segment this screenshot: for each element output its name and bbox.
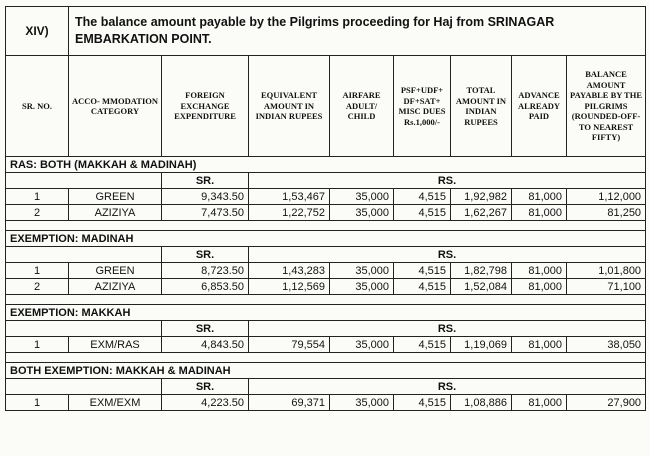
cell-forex: 4,223.50 bbox=[162, 395, 249, 411]
section-title: RAS: BOTH (MAKKAH & MADINAH) bbox=[6, 157, 646, 173]
section-title: BOTH EXEMPTION: MAKKAH & MADINAH bbox=[6, 363, 646, 379]
column-header-row bbox=[6, 56, 646, 157]
cell-advance: 81,000 bbox=[512, 279, 567, 295]
cell-balance: 81,250 bbox=[567, 205, 646, 221]
unit-sr: SR. bbox=[162, 247, 249, 263]
cell-inr: 1,43,283 bbox=[249, 263, 330, 279]
header-category: ACCO- MMODATION CATEGORY bbox=[69, 56, 162, 157]
cell-balance: 71,100 bbox=[567, 279, 646, 295]
cell-psf: 4,515 bbox=[394, 189, 451, 205]
header-psf: PSF+UDF+ DF+SAT+ MISC DUES Rs.1,000/- bbox=[394, 56, 451, 157]
cell-category: AZIZIYA bbox=[69, 205, 162, 221]
cell-psf: 4,515 bbox=[394, 279, 451, 295]
cell-psf: 4,515 bbox=[394, 337, 451, 353]
unit-blank bbox=[6, 321, 162, 337]
cell-airfare: 35,000 bbox=[330, 189, 394, 205]
cell-sr-no: 1 bbox=[6, 263, 69, 279]
unit-sr: SR. bbox=[162, 379, 249, 395]
unit-row bbox=[6, 321, 646, 337]
cell-forex: 6,853.50 bbox=[162, 279, 249, 295]
spacer-cell bbox=[6, 295, 646, 305]
cell-category: EXM/RAS bbox=[69, 337, 162, 353]
unit-sr: SR. bbox=[162, 173, 249, 189]
unit-blank bbox=[6, 247, 162, 263]
unit-rs: RS. bbox=[249, 321, 646, 337]
section-title: EXEMPTION: MAKKAH bbox=[6, 305, 646, 321]
cell-balance: 1,12,000 bbox=[567, 189, 646, 205]
table-row bbox=[6, 189, 646, 205]
unit-row bbox=[6, 173, 646, 189]
cell-inr: 1,12,569 bbox=[249, 279, 330, 295]
cell-sr-no: 2 bbox=[6, 205, 69, 221]
cell-forex: 4,843.50 bbox=[162, 337, 249, 353]
cell-total: 1,52,084 bbox=[451, 279, 512, 295]
cell-sr-no: 1 bbox=[6, 337, 69, 353]
spacer-cell bbox=[6, 221, 646, 231]
cell-sr-no: 2 bbox=[6, 279, 69, 295]
section-title-row bbox=[6, 363, 646, 379]
unit-rs: RS. bbox=[249, 379, 646, 395]
section-title-row bbox=[6, 157, 646, 173]
cell-psf: 4,515 bbox=[394, 263, 451, 279]
cell-category: EXM/EXM bbox=[69, 395, 162, 411]
cell-category: GREEN bbox=[69, 189, 162, 205]
cell-advance: 81,000 bbox=[512, 205, 567, 221]
unit-blank bbox=[6, 173, 162, 189]
section-title-row bbox=[6, 305, 646, 321]
unit-blank bbox=[6, 379, 162, 395]
cell-category: GREEN bbox=[69, 263, 162, 279]
cell-total: 1,08,886 bbox=[451, 395, 512, 411]
cell-sr-no: 1 bbox=[6, 395, 69, 411]
section-spacer bbox=[6, 353, 646, 363]
cell-inr: 79,554 bbox=[249, 337, 330, 353]
header-sr-no: SR. NO. bbox=[6, 56, 69, 157]
header-advance: ADVANCE ALREADY PAID bbox=[512, 56, 567, 157]
cell-psf: 4,515 bbox=[394, 205, 451, 221]
cell-advance: 81,000 bbox=[512, 337, 567, 353]
cell-psf: 4,515 bbox=[394, 395, 451, 411]
cell-inr: 1,22,752 bbox=[249, 205, 330, 221]
table-row bbox=[6, 279, 646, 295]
cell-forex: 9,343.50 bbox=[162, 189, 249, 205]
cell-airfare: 35,000 bbox=[330, 263, 394, 279]
section-number: XIV) bbox=[6, 7, 69, 56]
table-title: The balance amount payable by the Pilgrims proceeding for Haj from SRINAGAR EMBARKATION POINT. bbox=[69, 7, 646, 56]
haj-balance-table bbox=[5, 6, 646, 411]
cell-inr: 1,53,467 bbox=[249, 189, 330, 205]
cell-balance: 27,900 bbox=[567, 395, 646, 411]
unit-rs: RS. bbox=[249, 173, 646, 189]
cell-total: 1,19,069 bbox=[451, 337, 512, 353]
cell-inr: 69,371 bbox=[249, 395, 330, 411]
unit-row bbox=[6, 247, 646, 263]
cell-airfare: 35,000 bbox=[330, 337, 394, 353]
section-title-row bbox=[6, 231, 646, 247]
cell-forex: 8,723.50 bbox=[162, 263, 249, 279]
header-forex: FOREIGN EXCHANGE EXPENDITURE bbox=[162, 56, 249, 157]
cell-advance: 81,000 bbox=[512, 395, 567, 411]
header-total: TOTAL AMOUNT IN INDIAN RUPEES bbox=[451, 56, 512, 157]
cell-airfare: 35,000 bbox=[330, 279, 394, 295]
table-row bbox=[6, 205, 646, 221]
cell-balance: 38,050 bbox=[567, 337, 646, 353]
unit-row bbox=[6, 379, 646, 395]
cell-airfare: 35,000 bbox=[330, 205, 394, 221]
cell-advance: 81,000 bbox=[512, 263, 567, 279]
cell-category: AZIZIYA bbox=[69, 279, 162, 295]
cell-balance: 1,01,800 bbox=[567, 263, 646, 279]
table-row bbox=[6, 263, 646, 279]
table-row bbox=[6, 337, 646, 353]
section-spacer bbox=[6, 221, 646, 231]
unit-rs: RS. bbox=[249, 247, 646, 263]
section-spacer bbox=[6, 295, 646, 305]
cell-advance: 81,000 bbox=[512, 189, 567, 205]
header-balance: BALANCE AMOUNT PAYABLE BY THE PILGRIMS (ROUNDED-OFF-TO NEAREST FIFTY) bbox=[567, 56, 646, 157]
table-row bbox=[6, 395, 646, 411]
cell-forex: 7,473.50 bbox=[162, 205, 249, 221]
cell-total: 1,92,982 bbox=[451, 189, 512, 205]
cell-total: 1,62,267 bbox=[451, 205, 512, 221]
spacer-cell bbox=[6, 353, 646, 363]
cell-total: 1,82,798 bbox=[451, 263, 512, 279]
cell-airfare: 35,000 bbox=[330, 395, 394, 411]
cell-sr-no: 1 bbox=[6, 189, 69, 205]
section-title: EXEMPTION: MADINAH bbox=[6, 231, 646, 247]
unit-sr: SR. bbox=[162, 321, 249, 337]
header-airfare: AIRFARE ADULT/ CHILD bbox=[330, 56, 394, 157]
header-inr: EQUIVALENT AMOUNT IN INDIAN RUPEES bbox=[249, 56, 330, 157]
